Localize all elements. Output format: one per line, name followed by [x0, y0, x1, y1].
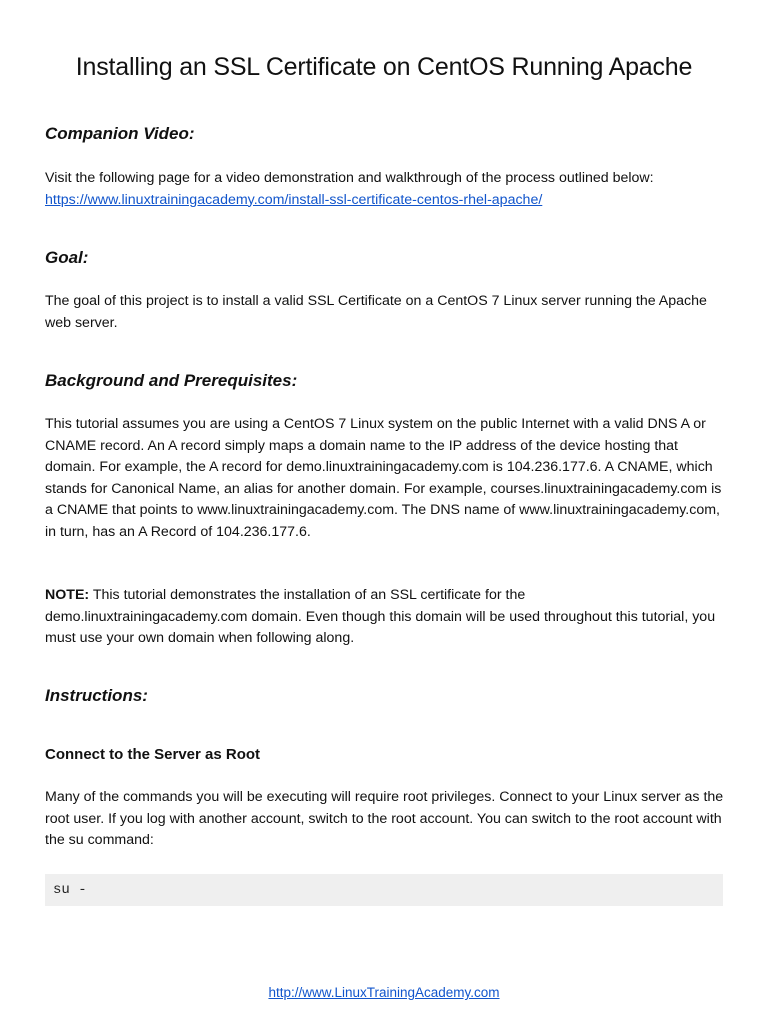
footer: [0, 984, 768, 1002]
note-paragraph: [45, 585, 725, 650]
note-label: NOTE:: [45, 587, 90, 603]
instructions-paragraph: Many of the commands you will be executing will require root privileges. Connect to your Linux server as the root user. If you log with another account, switch to the root account. You can switch to the root account with the su command:: [45, 789, 724, 848]
companion-video-text: Visit the following page for a video demonstration and walkthrough of the process outlined below:: [45, 170, 654, 186]
footer-link[interactable]: http://www.LinuxTrainingAcademy.com: [268, 985, 500, 1000]
goal-heading: Goal:: [45, 248, 89, 267]
page-title: Installing an SSL Certificate on CentOS Running Apache: [75, 53, 693, 81]
background-heading: Background and Prerequisites:: [45, 371, 298, 390]
connect-server-subheading: Connect to the Server as Root: [45, 746, 261, 763]
goal-paragraph: The goal of this project is to install a valid SSL Certificate on a CentOS 7 Linux server running the Apache web server.: [45, 293, 707, 331]
code-block: su -: [45, 874, 723, 906]
companion-video-heading: Companion Video:: [45, 124, 195, 143]
note-text: This tutorial demonstrates the installation of an SSL certificate for the demo.linuxtrainingacademy.com domain. Even though this domain will be used throughout this tutorial, you must use your own domain when following along.: [45, 587, 716, 646]
companion-video-link[interactable]: https://www.linuxtrainingacademy.com/install-ssl-certificate-centos-rhel-apache/: [45, 191, 543, 208]
companion-video-paragraph: [45, 168, 725, 211]
instructions-heading: Instructions:: [45, 686, 148, 705]
background-paragraph: This tutorial assumes you are using a CentOS 7 Linux system on the public Internet with a valid DNS A or CNAME record. An A record simply maps a domain name to the IP address of the device hosting that domain. For example, the A record for demo.linuxtrainingacademy.com is 104.236.177.6. A CNAME, which stands for Canonical Name, an alias for another domain. For example, courses.linuxtrainingacademy.com is a CNAME that points to www.linuxtrainingacademy.com. The DNS name of www.linuxtrainingacademy.com, in turn, has an A Record of 104.236.177.6.: [45, 416, 722, 540]
